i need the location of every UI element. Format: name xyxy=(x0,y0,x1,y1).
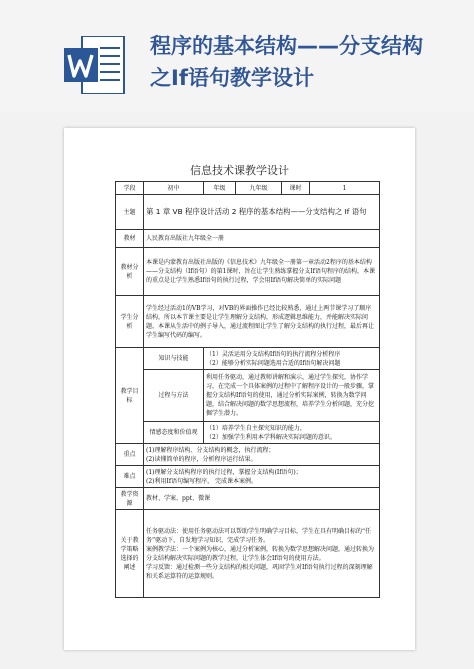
title-line-1: 程序的基本结构——分支结构 xyxy=(150,34,423,58)
table-row xyxy=(116,466,380,488)
process-label: 过程与方法 xyxy=(144,370,204,422)
topic-label: 主题 xyxy=(116,195,144,230)
year-label: 年级 xyxy=(204,182,236,195)
knowledge-value: （1）灵活运用分支结构If语句的执行流程分析程序 （2）能够分析实际问题选用合适的If语句解决问题 xyxy=(204,348,380,370)
difficult-label: 难点 xyxy=(116,466,144,488)
table-row xyxy=(116,510,380,598)
key-label: 重点 xyxy=(116,444,144,466)
page-title xyxy=(150,30,450,94)
material-value: 人民教育出版社九年级全一册 xyxy=(144,230,380,248)
table-row xyxy=(116,182,380,195)
table-row xyxy=(116,195,380,230)
header xyxy=(0,0,474,112)
document-page xyxy=(64,128,415,650)
table-row xyxy=(116,422,380,444)
student-value: 学生经过活动1的VB学习，对VB的界面操作已经比较熟悉，通过上两节课学习了顺序结构，所以本节课主要是让学生理解分支结构，形成逻辑思维能力，并能解决实际问题。本课从生活中的例子导入，通过流程图让学生了解分支结构的执行过程，最后再让学生编写代码的编写。 xyxy=(144,296,380,348)
year-value: 九年级 xyxy=(236,182,282,195)
document-title: 信息技术课教学设计 xyxy=(190,164,289,177)
table-row xyxy=(116,488,380,510)
table-row xyxy=(116,296,380,348)
goals-label: 教学目标 xyxy=(116,348,144,444)
topic-value: 第 1 章 VB 程序设计活动 2 程序的基本结构——分支结构之 If 语句 xyxy=(144,195,380,230)
key-value: (1)理解程序结构、分支结构的概念，执行流程； (2)读懂简单的程序，分析程序运行结果。 xyxy=(144,444,380,466)
period-label: 课时 xyxy=(282,182,310,195)
word-document-icon xyxy=(64,36,128,94)
period-value: 1 xyxy=(310,182,380,195)
table-row xyxy=(116,348,380,370)
analysis-value: 本课是内蒙教育出版社出版的《信息技术》九年级全一册第一章活动2程序的基本结构——分支结构（If语句）的第1课时，旨在让学生熟练掌握分支If语句程序的结构，本课的重点是让学生熟悉If语句的执行过程，学会用If语句解决简单的实际问题 xyxy=(144,248,380,296)
emotion-value: （1）培养学生自主探究知识的能力， （2）加强学生利用本学科解决实际问题的意识。 xyxy=(204,422,380,444)
emotion-label: 情感态度和价值观 xyxy=(144,422,204,444)
table-row xyxy=(116,230,380,248)
process-value: 利用任务驱动，通过教师讲解和演示，通过学生探究，协作学习，在完成一个具体案例的过程中了解程序设计的一般步骤，掌握分支结构If语句的使用，通过分析实际案例，转换为数学问题，结合解决问题的数学思想流程，培养学生分析问题，充分挖掘学生潜力。 xyxy=(204,370,380,422)
table-row xyxy=(116,248,380,296)
lesson-plan-table xyxy=(115,181,380,598)
analysis-label: 教材分析 xyxy=(116,248,144,296)
grade-label: 学段 xyxy=(116,182,144,195)
knowledge-label: 知识与技能 xyxy=(144,348,204,370)
strategy-label: 关于教学策略选择的阐述 xyxy=(116,510,144,598)
resources-value: 教材、学案、ppt、微课 xyxy=(144,488,380,510)
student-label: 学生分析 xyxy=(116,296,144,348)
resources-label: 教学资源 xyxy=(116,488,144,510)
table-row xyxy=(116,444,380,466)
difficult-value: (1)理解分支结构程序的执行过程，掌握分支结构(If语句)； (2)利用If语句编写程序， 完成课本案例。 xyxy=(144,466,380,488)
table-row xyxy=(116,370,380,422)
strategy-value: 任务驱动法：使用任务驱动法可以帮助学生明确学习目标，学生在具有明确目标的“任务”驱动下，自发地学习知识，完成学习任务。 案例教学法：一个案例为核心，通过分析案例，转换为数学思想解决问题，通过转换为分支结构解决实际问题的教学过程，让学生体会If语句的使用方法。 学习反馈：通过检测一些分支结构的相关问题，巩固学生对If语句执行过程的深刻理解和关系运算符的运算规则。 xyxy=(144,510,380,598)
material-label: 教材 xyxy=(116,230,144,248)
grade-value: 初中 xyxy=(144,182,204,195)
title-line-2: 之If语句教学设计 xyxy=(150,66,314,90)
